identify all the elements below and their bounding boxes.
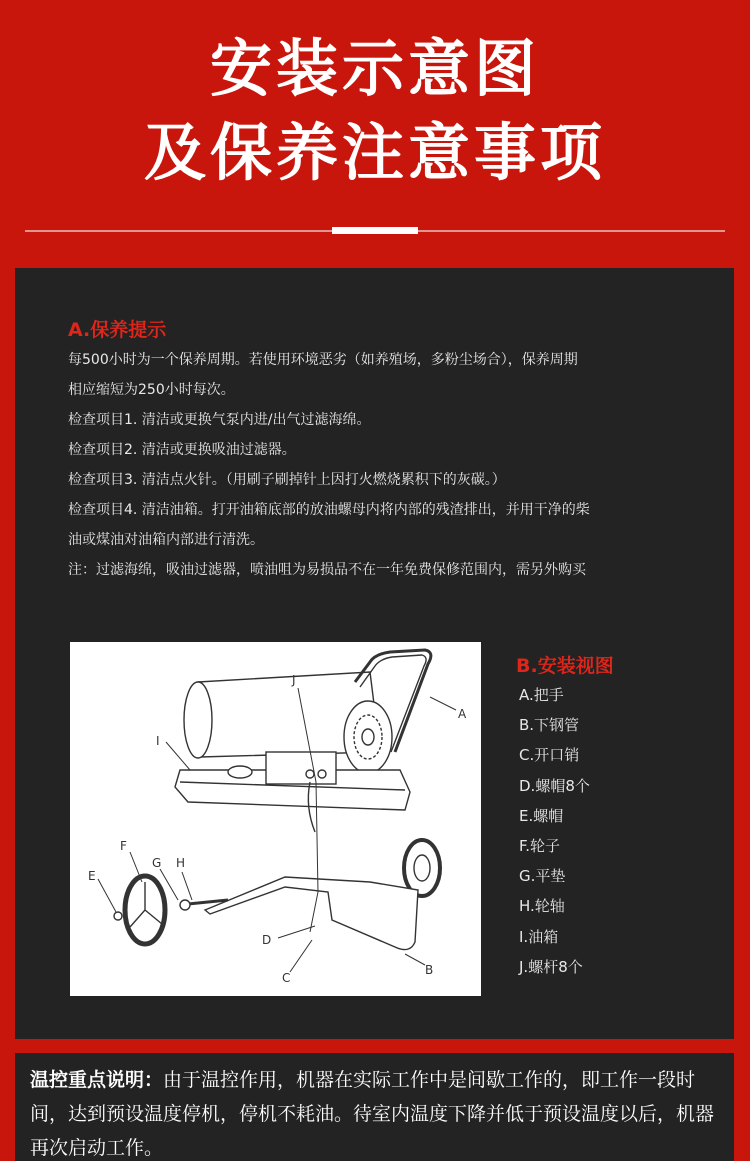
label-h: H	[176, 856, 186, 870]
maintenance-title: A.保养提示	[68, 319, 167, 341]
label-g: G	[152, 856, 162, 870]
page-title-line1: 安装示意图	[209, 32, 540, 105]
label-c: C	[282, 971, 291, 985]
maintenance-line: 油或煤油对油箱内部进行清洗。	[68, 532, 264, 548]
thermostat-paragraph	[30, 1063, 730, 1161]
fan-housing	[344, 701, 392, 773]
parts-list	[519, 680, 590, 982]
wheel-right	[404, 840, 440, 896]
label-d: D	[262, 933, 272, 947]
washer	[180, 900, 190, 910]
header-divider-accent	[332, 227, 418, 234]
part-item: I.油箱	[519, 927, 559, 946]
maintenance-line: 检查项目2. 清洁或更换吸油过滤器。	[68, 442, 296, 458]
label-j: J	[292, 673, 296, 687]
label-f: F	[120, 839, 127, 853]
part-item: C.开口销	[519, 746, 580, 765]
page-title-line2: 及保养注意事项	[143, 116, 606, 189]
part-item: H.轮轴	[519, 897, 565, 916]
part-item: J.螺杆8个	[519, 957, 583, 976]
content-panel	[15, 268, 734, 1039]
label-e: E	[88, 869, 96, 883]
part-item: G.平垫	[519, 867, 566, 886]
part-item: F.轮子	[519, 836, 560, 855]
page-header	[0, 0, 750, 250]
installation-title: B.安装视图	[516, 655, 614, 677]
maintenance-line: 检查项目3. 清洁点火针。（用刷子刷掉针上因打火燃烧累积下的灰碳。）	[68, 472, 506, 488]
thermostat-note	[15, 1053, 734, 1161]
part-item: B.下钢管	[519, 716, 580, 735]
thermostat-label: 温控重点说明：	[30, 1069, 164, 1091]
maintenance-text	[68, 345, 708, 585]
maintenance-line: 每500小时为一个保养周期。若使用环境恶劣（如养殖场，多粉尘场合），保养周期	[68, 352, 578, 368]
part-item: E.螺帽	[519, 806, 564, 825]
maintenance-line: 检查项目1. 清洁或更换气泵内进/出气过滤海绵。	[68, 412, 371, 428]
maintenance-line: 相应缩短为250小时每次。	[68, 382, 235, 398]
label-b: B	[425, 963, 434, 977]
label-i: I	[156, 734, 160, 748]
installation-diagram	[70, 642, 481, 996]
part-item: A.把手	[519, 686, 564, 704]
part-item: D.螺帽8个	[519, 776, 590, 795]
lower-tube	[205, 877, 418, 950]
heater-rear	[184, 682, 212, 758]
thermostat-text: 由于温控作用，机器在实际工作中是间歇工作的，即工作一段时间，达到预设温度停机，停机不耗油。待室内温度下降并低于预设温度以后，机器再次启动工作。	[30, 1069, 715, 1159]
maintenance-line: 注：过滤海绵，吸油过滤器，喷油咀为易损品不在一年免费保修范围内，需另外购买	[68, 562, 586, 578]
maintenance-line: 检查项目4. 清洁油箱。打开油箱底部的放油螺母内将内部的残渣排出，并用干净的柴	[68, 502, 590, 518]
label-a: A	[458, 707, 467, 721]
